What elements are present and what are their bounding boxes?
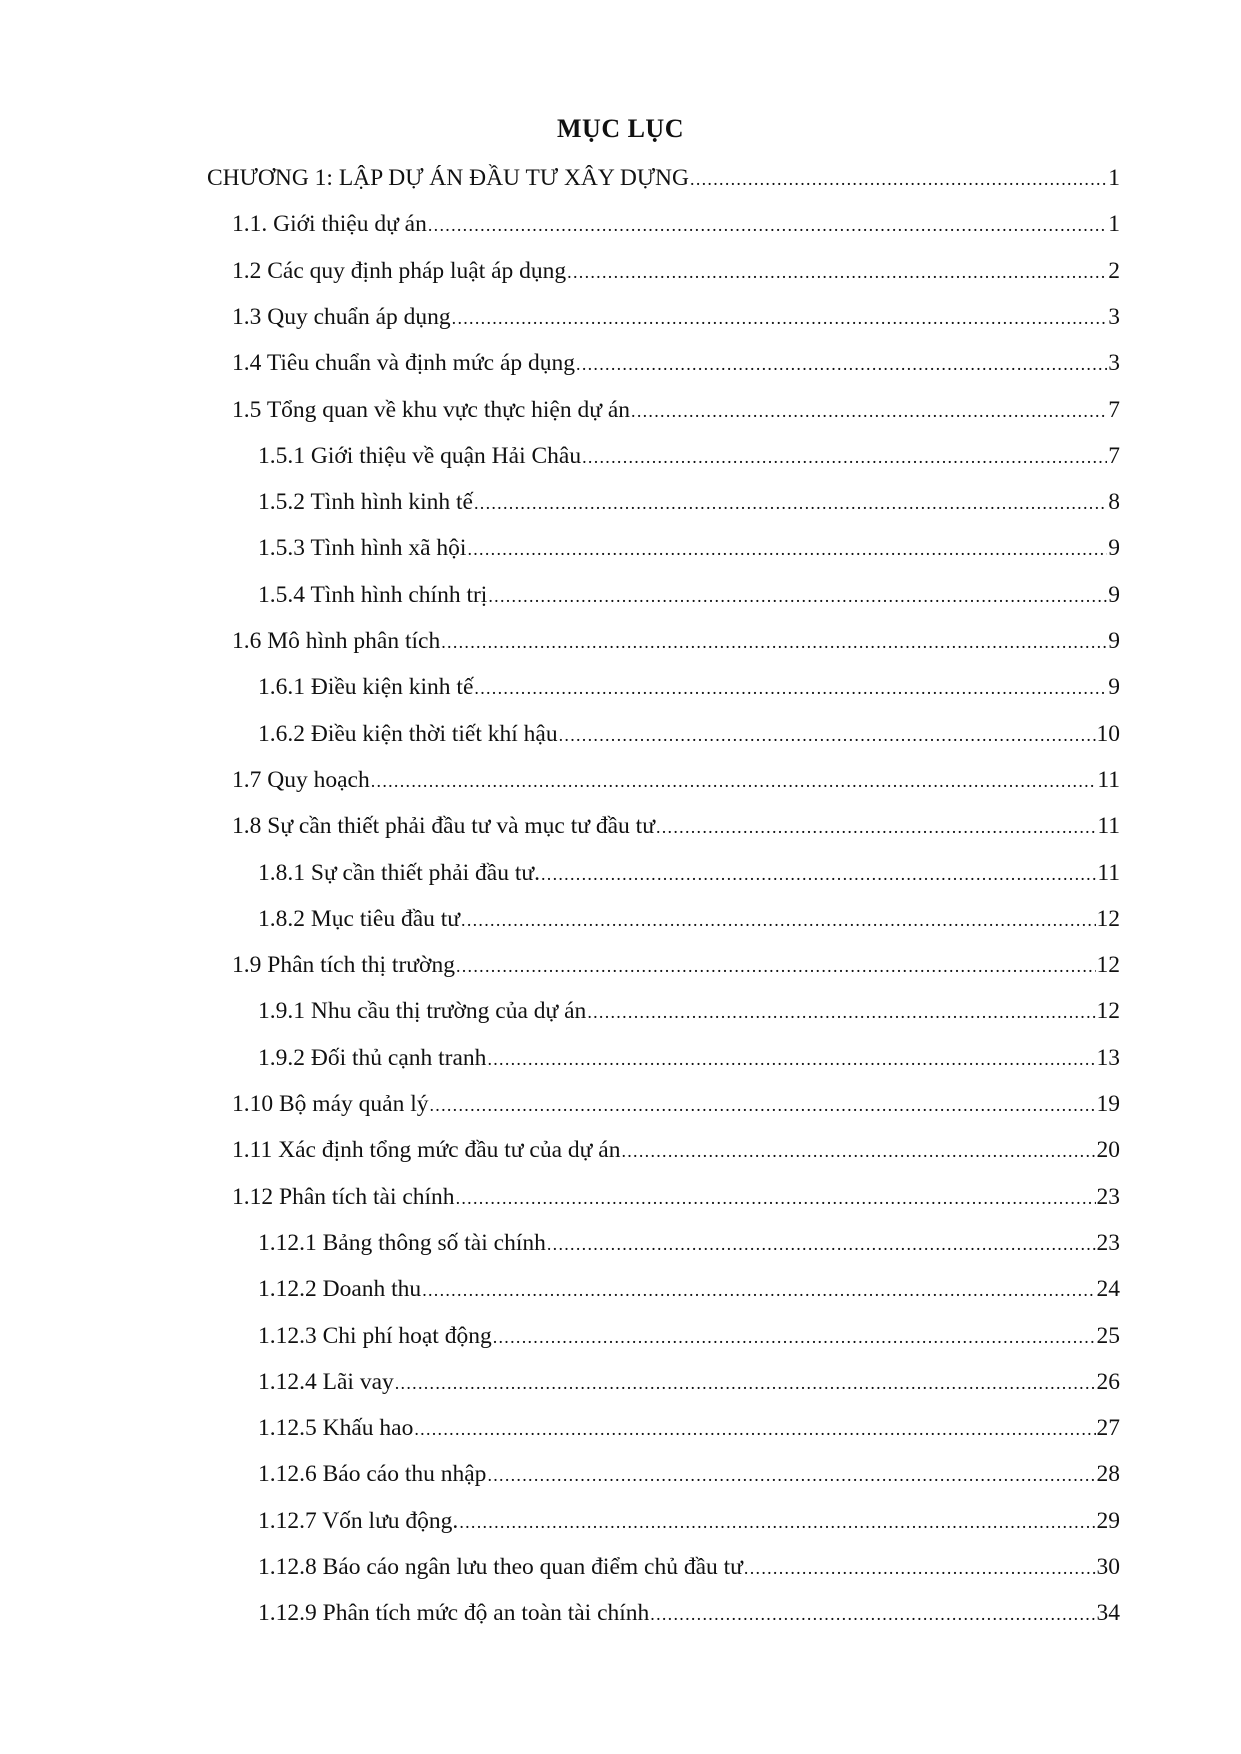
toc-entry-page-number: 19 [1096, 1091, 1120, 1117]
toc-entry-page-number: 7 [1108, 442, 1120, 469]
toc-entry-page-number: 23 [1096, 1183, 1120, 1210]
toc-entry[interactable] [232, 209, 1120, 239]
toc-entry-page-number: 12 [1096, 952, 1120, 979]
toc-entry-page-number: 26 [1096, 1368, 1120, 1395]
toc-entry[interactable] [258, 1506, 1120, 1536]
toc-entry-page-number: 10 [1096, 720, 1120, 747]
toc-entry-page-number: 9 [1108, 628, 1120, 654]
toc-entry[interactable] [258, 719, 1120, 749]
toc-entry-label: 1.5.3 Tình hình xã hội [258, 535, 467, 562]
toc-entry-label: 1.12.3 Chi phí hoạt động [258, 1322, 492, 1349]
toc-dot-leader [371, 766, 1097, 796]
toc-dot-leader [456, 1183, 1096, 1213]
toc-entry[interactable] [232, 1182, 1120, 1212]
toc-entry-page-number: 20 [1096, 1137, 1120, 1164]
toc-dot-leader [459, 1507, 1095, 1537]
toc-dot-leader [395, 1368, 1096, 1398]
toc-entry[interactable] [207, 163, 1120, 193]
toc-entry[interactable] [232, 256, 1120, 286]
toc-entry-page-number: 30 [1096, 1554, 1120, 1580]
toc-entry-label: 1.1. Giới thiệu dự án [232, 211, 427, 238]
toc-entry-page-number: 11 [1097, 859, 1120, 886]
toc-entry[interactable] [258, 580, 1120, 610]
toc-entry-label: 1.8 Sự cần thiết phải đầu tư và mục tư đầu tư [232, 813, 655, 840]
toc-entry-label: 1.9.1 Nhu cầu thị trường của dự án [258, 998, 587, 1025]
toc-entry-label: 1.4 Tiêu chuẩn và định mức áp dụng [232, 350, 576, 377]
toc-entry-page-number: 12 [1096, 905, 1120, 932]
toc-dot-leader [587, 997, 1095, 1027]
toc-entry-label: 1.3 Quy chuẩn áp dụng [232, 303, 451, 330]
toc-entry[interactable] [258, 1274, 1120, 1304]
toc-entry[interactable] [232, 302, 1120, 332]
toc-entry-page-number: 7 [1108, 396, 1120, 423]
toc-entry-label: 1.9.2 Đối thủ cạnh tranh [258, 1044, 487, 1071]
toc-entry-label: 1.12.7 Vốn lưu động. [258, 1507, 459, 1534]
page-title: MỤC LỤC [557, 114, 684, 143]
toc-entry-label: 1.12.4 Lãi vay [258, 1368, 394, 1395]
toc-entry[interactable] [258, 1321, 1120, 1351]
toc-entry-page-number: 8 [1108, 489, 1120, 516]
toc-entry-label: 1.12 Phân tích tài chính [232, 1183, 455, 1210]
toc-dot-leader [487, 1044, 1095, 1074]
toc-dot-leader [456, 951, 1096, 981]
toc-entry-label: 1.12.8 Báo cáo ngân lưu theo quan điểm chủ đầu tư [258, 1554, 743, 1580]
toc-dot-leader [474, 488, 1107, 518]
toc-entry-label: 1.6.1 Điều kiện kinh tế [258, 674, 474, 701]
toc-dot-leader [429, 1090, 1095, 1120]
toc-dot-leader [744, 1553, 1096, 1583]
toc-dot-leader [422, 1275, 1095, 1305]
toc-dot-leader [547, 1229, 1096, 1259]
toc-entry-label: 1.2 Các quy định pháp luật áp dụng [232, 257, 567, 284]
toc-entry-label: 1.6.2 Điều kiện thời tiết khí hậu [258, 720, 558, 747]
toc-entry[interactable] [258, 1367, 1120, 1397]
toc-entry-label: 1.5.1 Giới thiệu về quận Hải Châu [258, 442, 582, 469]
toc-entry-page-number: 24 [1096, 1276, 1120, 1303]
toc-entry-label: 1.12.5 Khấu hao [258, 1415, 414, 1442]
toc-entry[interactable] [258, 1413, 1120, 1443]
toc-entry-page-number: 9 [1108, 674, 1120, 701]
toc-dot-leader [467, 534, 1107, 564]
toc-dot-leader [567, 257, 1107, 287]
toc-dot-leader [428, 210, 1107, 240]
toc-entry-page-number: 27 [1096, 1415, 1120, 1442]
toc-dot-leader [452, 303, 1108, 333]
toc-entry-label: 1.6 Mô hình phân tích [232, 628, 441, 654]
toc-entry-page-number: 9 [1108, 581, 1120, 608]
toc-entry-page-number: 23 [1096, 1229, 1120, 1256]
toc-dot-leader [559, 720, 1096, 750]
toc-dot-leader [487, 1460, 1095, 1490]
toc-entry[interactable] [232, 1135, 1120, 1165]
toc-entry-page-number: 28 [1096, 1461, 1120, 1488]
toc-entry-page-number: 25 [1096, 1322, 1120, 1349]
toc-dot-leader [461, 905, 1095, 935]
toc-entry[interactable] [232, 348, 1120, 378]
toc-entry-page-number: 11 [1097, 813, 1120, 840]
toc-dot-leader [621, 1136, 1095, 1166]
toc-entry-page-number: 1 [1108, 211, 1120, 238]
toc-entry-label: 1.12.9 Phân tích mức độ an toàn tài chính [258, 1600, 650, 1627]
toc-entry[interactable] [258, 904, 1120, 934]
toc-dot-leader [414, 1414, 1095, 1444]
toc-entry[interactable] [232, 950, 1120, 980]
toc-entry[interactable] [258, 487, 1120, 517]
toc-entry-page-number: 9 [1108, 535, 1120, 562]
toc-entry-label: CHƯƠNG 1: LẬP DỰ ÁN ĐẦU TƯ XÂY DỰNG [207, 165, 690, 191]
toc-dot-leader [488, 581, 1107, 611]
toc-entry-page-number: 1 [1108, 165, 1120, 191]
toc-entry[interactable] [232, 395, 1120, 425]
toc-entry-label: 1.8.2 Mục tiêu đầu tư [258, 905, 461, 932]
toc-entry[interactable] [232, 626, 1120, 656]
toc-entry[interactable] [258, 533, 1120, 563]
toc-dot-leader [582, 442, 1107, 472]
toc-entry-page-number: 34 [1096, 1600, 1120, 1627]
toc-dot-leader [631, 396, 1107, 426]
toc-entry[interactable] [258, 1598, 1120, 1628]
toc-dot-leader [441, 627, 1107, 657]
toc-entry-label: 1.10 Bộ máy quản lý [232, 1091, 429, 1117]
toc-entry-label: 1.5 Tổng quan về khu vực thực hiện dự án [232, 396, 631, 423]
toc-entry-page-number: 12 [1096, 998, 1120, 1025]
toc-entry-label: 1.5.4 Tình hình chính trị [258, 581, 488, 608]
toc-entry-page-number: 29 [1096, 1507, 1120, 1534]
toc-dot-leader [493, 1322, 1096, 1352]
toc-dot-leader [541, 859, 1096, 889]
toc-entry-page-number: 13 [1096, 1044, 1120, 1071]
toc-entry[interactable] [258, 1228, 1120, 1258]
toc-entry[interactable] [258, 996, 1120, 1026]
toc-entry[interactable] [258, 441, 1120, 471]
toc-entry[interactable] [258, 1459, 1120, 1489]
toc-entry-label: 1.12.2 Doanh thu [258, 1276, 422, 1303]
toc-entry[interactable] [258, 1552, 1120, 1582]
toc-entry-label: 1.8.1 Sự cần thiết phải đầu tư. [258, 859, 540, 886]
toc-entry-page-number: 11 [1097, 766, 1120, 793]
toc-entry[interactable] [232, 765, 1120, 795]
toc-dot-leader [690, 164, 1107, 194]
toc-entry-page-number: 2 [1108, 257, 1120, 284]
toc-entry-label: 1.12.1 Bảng thông số tài chính [258, 1229, 546, 1256]
toc-entry[interactable] [258, 1043, 1120, 1073]
toc-dot-leader [656, 812, 1096, 842]
toc-entry-label: 1.11 Xác định tổng mức đầu tư của dự án [232, 1137, 621, 1164]
toc-entry-label: 1.12.6 Báo cáo thu nhập [258, 1461, 487, 1488]
toc-entry-label: 1.7 Quy hoạch [232, 766, 370, 793]
toc-entry[interactable] [232, 811, 1120, 841]
toc-entry[interactable] [258, 858, 1120, 888]
toc-dot-leader [576, 349, 1107, 379]
toc-dot-leader [474, 673, 1107, 703]
toc-dot-leader [650, 1599, 1095, 1629]
toc-entry-page-number: 3 [1108, 303, 1120, 330]
toc-entry-label: 1.5.2 Tình hình kinh tế [258, 489, 473, 516]
toc-entry-label: 1.9 Phân tích thị trường [232, 952, 455, 979]
toc-entry[interactable] [258, 672, 1120, 702]
toc-entry-page-number: 3 [1108, 350, 1120, 377]
toc-entry[interactable] [232, 1089, 1120, 1119]
